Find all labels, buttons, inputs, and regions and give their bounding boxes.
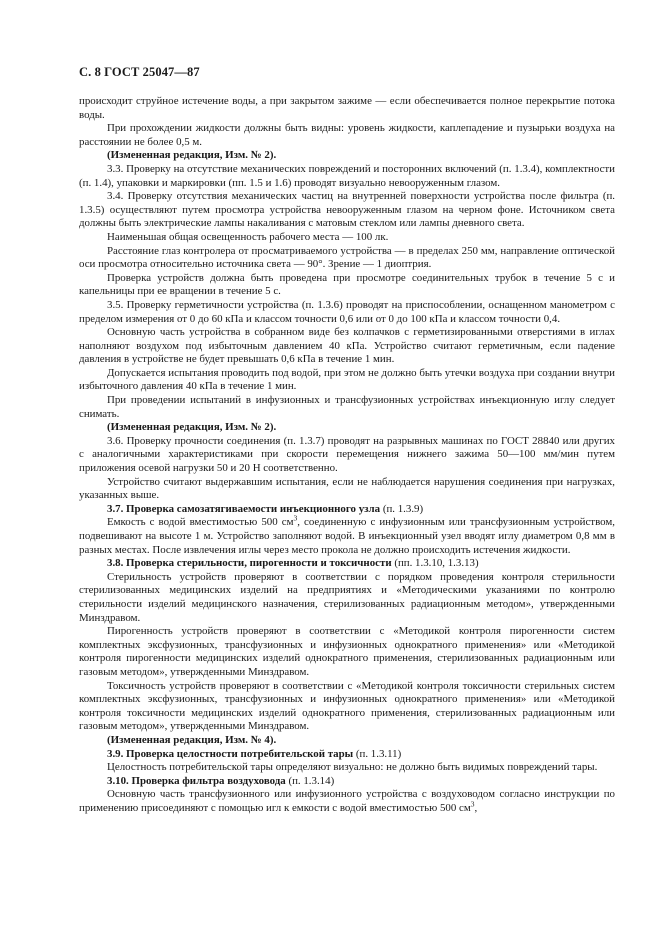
- text-run: (п. 1.3.11): [353, 747, 402, 760]
- paragraph: [79, 421, 615, 435]
- text-run: Емкость с водой вместимостью 500 см: [107, 516, 294, 529]
- text-run: Допускается испытания проводить под водой, при этом не должно быть утечки воздуха при создании внутри избыточного давления 40 кПа в течение 1 мин.: [79, 366, 615, 393]
- bold-text: (Измененная редакция, Изм. № 2).: [107, 149, 277, 162]
- text-run: Основную часть устройства в собранном виде без колпачков с герметизированными отверстиями в иглах наполняют воздухом под избыточным давлением 40 кПа. Устройство считают герметичным, если падение давления в устройстве не будет превышать 0,6 кПа в течение 1 мин.: [79, 326, 615, 366]
- paragraph: [79, 680, 615, 734]
- text-run: Основную часть трансфузионного или инфузионного устройства с воздуховодом согласно инструкции по применению присоединяют с помощью игл к емкости с водой вместимостью 500 см: [79, 788, 615, 814]
- paragraph: [79, 788, 615, 815]
- bold-text: 3.10. Проверка фильтра воздуховода: [107, 774, 286, 787]
- bold-text: 3.9. Проверка целостности потребительской тары: [107, 747, 354, 760]
- text-run: 3.6. Проверку прочности соединения (п. 1.3.7) проводят на разрывных машинах по ГОСТ 28840 или других с аналогичными характеристиками при скорости перемещения нижнего зажима 50—100 мм/мин путем приложения осевой нагрузки 50 и 20 Н соответственно.: [79, 434, 615, 475]
- paragraph: [79, 503, 615, 517]
- text-run: 3.4. Проверку отсутствия механических частиц на внутренней поверхности устройства после фильтра (п. 1.3.5) осуществляют путем просмотра устройства невооруженным глазом на черном фоне. Источником света должны быть электрические лампы накаливания с матовым стеклом или лампы дневного света.: [79, 190, 615, 230]
- superscript: 3: [293, 513, 298, 523]
- text-run: , соединенную с инфузионным или трансфузионным устройством, подвешивают на высоте 1 м. Устройство заполняют водой. В инъекционный узел вводят иглу диаметром 0,8 мм в разных местах. После извлечения иглы через место прокола не должно происходить истечения жидкости.: [79, 516, 615, 556]
- paragraph: [79, 734, 615, 748]
- text-run: Пирогенность устройств проверяют в соответствии с «Методикой контроля пирогенности систем комплектных эксфузионных, трансфузионных и инфузионных однократного применения» или «Методикой контроля пирогенности медицинских изделий однократного применения, стерилизованных радиационным или газовым методом», утвержденными Минздравом.: [79, 625, 615, 678]
- paragraph: [79, 775, 615, 789]
- paragraph: [79, 163, 615, 190]
- bold-text: 3.7. Проверка самозатягиваемости инъекционного узла: [107, 502, 381, 515]
- paragraph: [79, 95, 615, 122]
- text-run: (п. 1.3.9): [380, 502, 424, 515]
- text-run: ,: [474, 801, 478, 814]
- text-run: Проверка устройств должна быть проведена при просмотре соединительных трубок в течение 5 с и капельницы при ее вращении в течение 5 с.: [79, 271, 615, 298]
- paragraph: [79, 571, 615, 625]
- text-run: происходит струйное истечение воды, а при закрытом зажиме — если обеспечивается полное перекрытие потока воды.: [79, 95, 615, 121]
- paragraph: [79, 299, 615, 326]
- paragraph: [79, 748, 615, 762]
- text-run: При проведении испытаний в инфузионных и трансфузионных устройствах инъекционную иглу следует снимать.: [79, 394, 615, 420]
- text-run: 3.3. Проверку на отсутствие механических повреждений и посторонних включений (п. 1.3.4), комплектности (п. 1.4), упаковки и маркировки (пп. 1.5 и 1.6) проводят визуально невооруженным глазом.: [79, 162, 615, 189]
- paragraph: [79, 394, 615, 421]
- text-run: Устройство считают выдержавшим испытания, если не наблюдается нарушения соединения при нагрузках, указанных выше.: [79, 475, 615, 502]
- text-run: При прохождении жидкости должны быть видны: уровень жидкости, каплепадение и пузырьки воздуха на расстоянии не более 0,5 м.: [79, 122, 615, 148]
- paragraph: [79, 122, 615, 149]
- bold-text: 3.8. Проверка стерильности, пирогенности и токсичности: [107, 557, 392, 570]
- paragraph: [79, 245, 615, 272]
- text-run: 3.5. Проверку герметичности устройства (п. 1.3.6) проводят на приспособлении, оснащенном манометром с пределом измерения от 0 до 60 кПа и классом точности 0,6 или от 0 до 100 кПа и классом точности 0,4.: [79, 298, 615, 325]
- paragraph: [79, 625, 615, 679]
- text-run: Расстояние глаз контролера от просматриваемого устройства — в пределах 250 мм, направление оптической оси просмотра относительно источника света — 90°. Зрение — 1 диоптрия.: [79, 244, 615, 271]
- paragraph: [79, 557, 615, 571]
- text-run: (п. 1.3.14): [285, 774, 335, 787]
- bold-text: (Измененная редакция, Изм. № 2).: [107, 421, 277, 434]
- text-run: Стерильность устройств проверяют в соответствии с порядком проведения контроля стерильности стерилизованных медицинских изделий на предприятиях и «Методическими указаниями по контролю стерильности изделий медицинского назначения, стерилизованных радиационным методом», утвержденными Минздравом.: [79, 570, 615, 624]
- paragraph: [79, 326, 615, 367]
- text-run: (пп. 1.3.10, 1.3.13): [391, 557, 479, 570]
- paragraph: [79, 435, 615, 476]
- text-run: Целостность потребительской тары определяют визуально: не должно быть видимых повреждений тары.: [107, 761, 598, 774]
- superscript: 3: [470, 799, 475, 809]
- paragraph: [79, 190, 615, 231]
- paragraph: [79, 149, 615, 163]
- paragraph: [79, 231, 615, 245]
- paragraph: [79, 367, 615, 394]
- paragraph: [79, 476, 615, 503]
- bold-text: (Измененная редакция, Изм. № 4).: [107, 733, 277, 746]
- text-run: Наименьшая общая освещенность рабочего места — 100 лк.: [107, 230, 389, 243]
- document-body: [79, 95, 615, 815]
- paragraph: [79, 272, 615, 299]
- paragraph: [79, 761, 615, 775]
- text-run: Токсичность устройств проверяют в соответствии с «Методикой контроля токсичности стерильных систем комплектных эксфузионных, трансфузионных и инфузионных однократного применения» или «Методикой контроля токсичности медицинских изделий однократного применения, стерилизованных радиационным или газовым методом», утвержденными Минздравом.: [79, 679, 615, 733]
- page-header: С. 8 ГОСТ 25047—87: [79, 65, 200, 79]
- paragraph: [79, 513, 615, 557]
